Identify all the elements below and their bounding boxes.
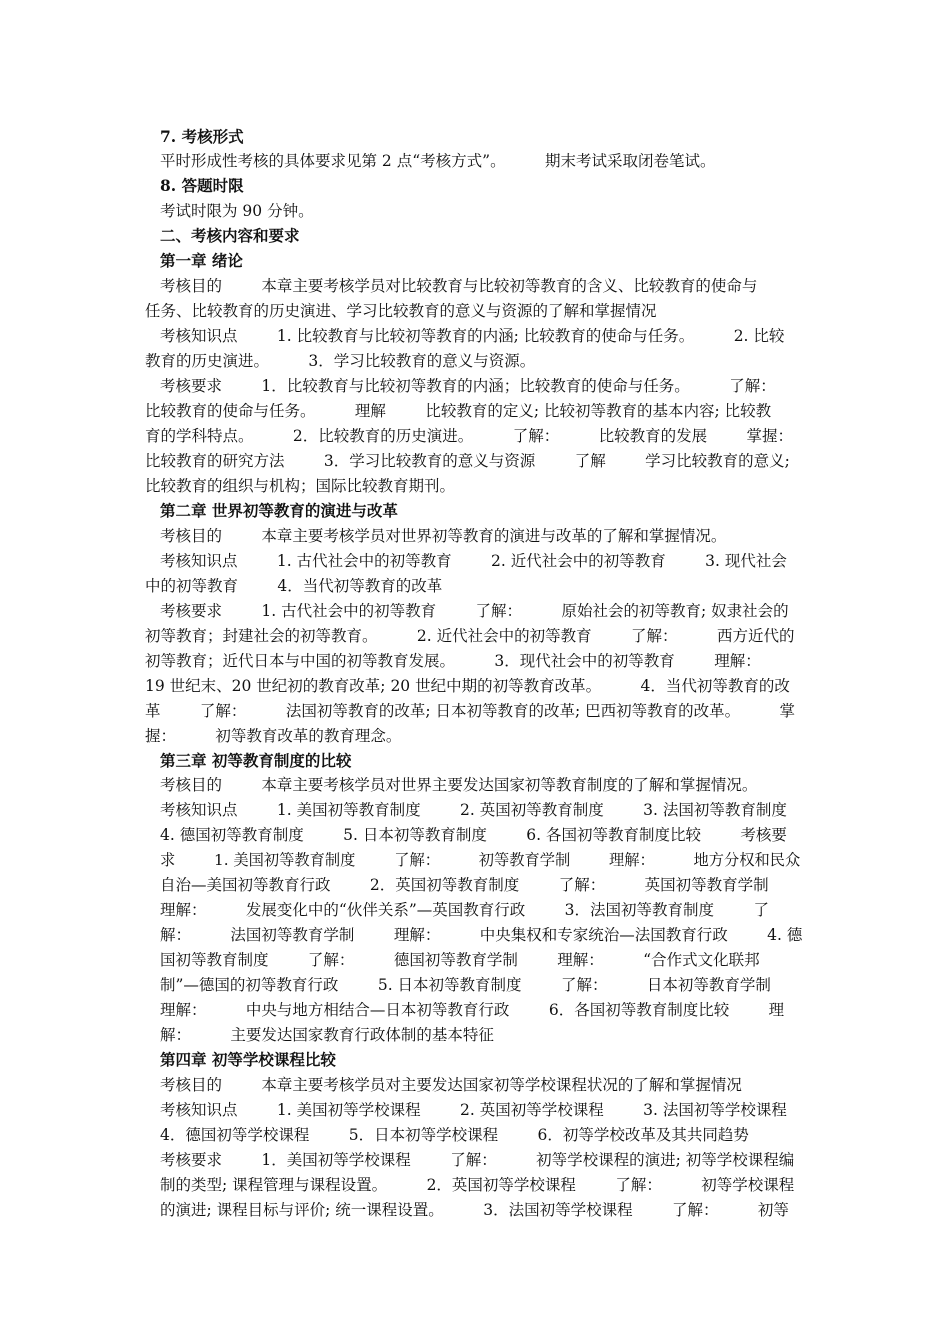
section-heading: 二、考核内容和要求 xyxy=(160,226,300,245)
paragraph-line: 中的初等教育 4．当代初等教育的改革 xyxy=(145,577,443,595)
paragraph-line: 的演进; 课程目标与评价; 统一课程设置。 3．法国初等学校课程 了解： 初等 xyxy=(160,1201,789,1219)
paragraph-line: 平时形成性考核的具体要求见第 2 点“考核方式”。 期末考试采取闭卷笔试。 xyxy=(160,152,716,170)
paragraph-line: 初等教育；近代日本与中国的初等教育发展。 3．现代社会中的初等教育 理解： xyxy=(145,652,761,670)
paragraph-line: 比较教育的研究方法 3．学习比较教育的意义与资源 了解 学习比较教育的意义; xyxy=(145,452,790,470)
paragraph-line: 考核目的 本章主要考核学员对主要发达国家初等学校课程状况的了解和掌握情况 xyxy=(160,1076,742,1094)
paragraph-line: 解： 法国初等教育学制 理解： 中央集权和专家统治—法国教育行政 4. 德 xyxy=(160,926,803,944)
paragraph-line: 制”—德国的初等教育行政 5. 日本初等教育制度 了解： 日本初等教育学制 xyxy=(160,976,771,994)
paragraph-line: 解： 主要发达国家教育行政体制的基本特征 xyxy=(160,1026,494,1044)
paragraph-line: 国初等教育制度 了解： 德国初等教育学制 理解： “合作式文化联邦 xyxy=(160,951,760,969)
paragraph-line: 任务、比较教育的历史演进、学习比较教育的意义与资源的了解和掌握情况 xyxy=(145,302,657,320)
paragraph-line: 4. 德国初等教育制度 5. 日本初等教育制度 6. 各国初等教育制度比较 考核要 xyxy=(160,826,787,844)
paragraph-line: 握： 初等教育改革的教育理念。 xyxy=(145,727,402,745)
paragraph-line: 理解： 发展变化中的“伙伴关系”—英国教育行政 3．法国初等教育制度 了 xyxy=(160,901,769,919)
paragraph-line: 19 世纪末、20 世纪初的教育改革; 20 世纪中期的初等教育改革。 4．当代初等教育的改 xyxy=(145,677,790,695)
paragraph-line: 比较教育的使命与任务。 理解 比较教育的定义; 比较初等教育的基本内容; 比较教 xyxy=(145,402,772,420)
paragraph-line: 求 1. 美国初等教育制度 了解： 初等教育学制 理解： 地方分权和民众 xyxy=(160,851,801,869)
paragraph-line: 育的学科特点。 2．比较教育的历史演进。 了解： 比较教育的发展 掌握： xyxy=(145,427,794,445)
paragraph-line: 考核要求 1. 古代社会中的初等教育 了解： 原始社会的初等教育; 奴隶社会的 xyxy=(160,602,789,620)
paragraph-line: 考核目的 本章主要考核学员对世界初等教育的演进与改革的了解和掌握情况。 xyxy=(160,527,727,545)
paragraph-line: 初等教育；封建社会的初等教育。 2. 近代社会中的初等教育 了解： 西方近代的 xyxy=(145,627,795,645)
chapter-heading: 第一章 绪论 xyxy=(160,251,243,270)
section-heading: 7. 考核形式 xyxy=(160,127,244,146)
paragraph-line: 考试时限为 90 分钟。 xyxy=(160,202,314,220)
paragraph-line: 制的类型; 课程管理与课程设置。 2．英国初等学校课程 了解： 初等学校课程 xyxy=(160,1176,795,1194)
paragraph-line: 考核知识点 1. 美国初等教育制度 2. 英国初等教育制度 3. 法国初等教育制度 xyxy=(160,801,787,819)
section-heading: 8. 答题时限 xyxy=(160,176,244,195)
paragraph-line: 考核目的 本章主要考核学员对比较教育与比较初等教育的含义、比较教育的使命与 xyxy=(160,277,758,295)
paragraph-line: 比较教育的组织与机构；国际比较教育期刊。 xyxy=(145,477,456,495)
paragraph-line: 革 了解： 法国初等教育的改革; 日本初等教育的改革; 巴西初等教育的改革。 掌 xyxy=(145,702,796,720)
paragraph-line: 考核知识点 1. 美国初等学校课程 2. 英国初等学校课程 3. 法国初等学校课程 xyxy=(160,1101,787,1119)
paragraph-line: 考核要求 1．比较教育与比较初等教育的内涵；比较教育的使命与任务。 了解： xyxy=(160,377,776,395)
chapter-heading: 第三章 初等教育制度的比较 xyxy=(160,751,352,770)
paragraph-line: 考核目的 本章主要考核学员对世界主要发达国家初等教育制度的了解和掌握情况。 xyxy=(160,776,758,794)
chapter-heading: 第二章 世界初等教育的演进与改革 xyxy=(160,501,398,520)
chapter-heading: 第四章 初等学校课程比较 xyxy=(160,1050,336,1069)
paragraph-line: 考核知识点 1. 比较教育与比较初等教育的内涵; 比较教育的使命与任务。 2. 比较 xyxy=(160,327,785,345)
paragraph-line: 4．德国初等学校课程 5．日本初等学校课程 6．初等学校改革及其共同趋势 xyxy=(160,1126,749,1144)
paragraph-line: 教育的历史演进。 3．学习比较教育的意义与资源。 xyxy=(145,352,536,370)
paragraph-line: 考核要求 1．美国初等学校课程 了解： 初等学校课程的演进; 初等学校课程编 xyxy=(160,1151,795,1169)
paragraph-line: 理解： 中央与地方相结合—日本初等教育行政 6．各国初等教育制度比较 理 xyxy=(160,1001,785,1019)
paragraph-line: 考核知识点 1. 古代社会中的初等教育 2. 近代社会中的初等教育 3. 现代社会 xyxy=(160,552,787,570)
paragraph-line: 自治—美国初等教育行政 2．英国初等教育制度 了解： 英国初等教育学制 xyxy=(160,876,769,894)
